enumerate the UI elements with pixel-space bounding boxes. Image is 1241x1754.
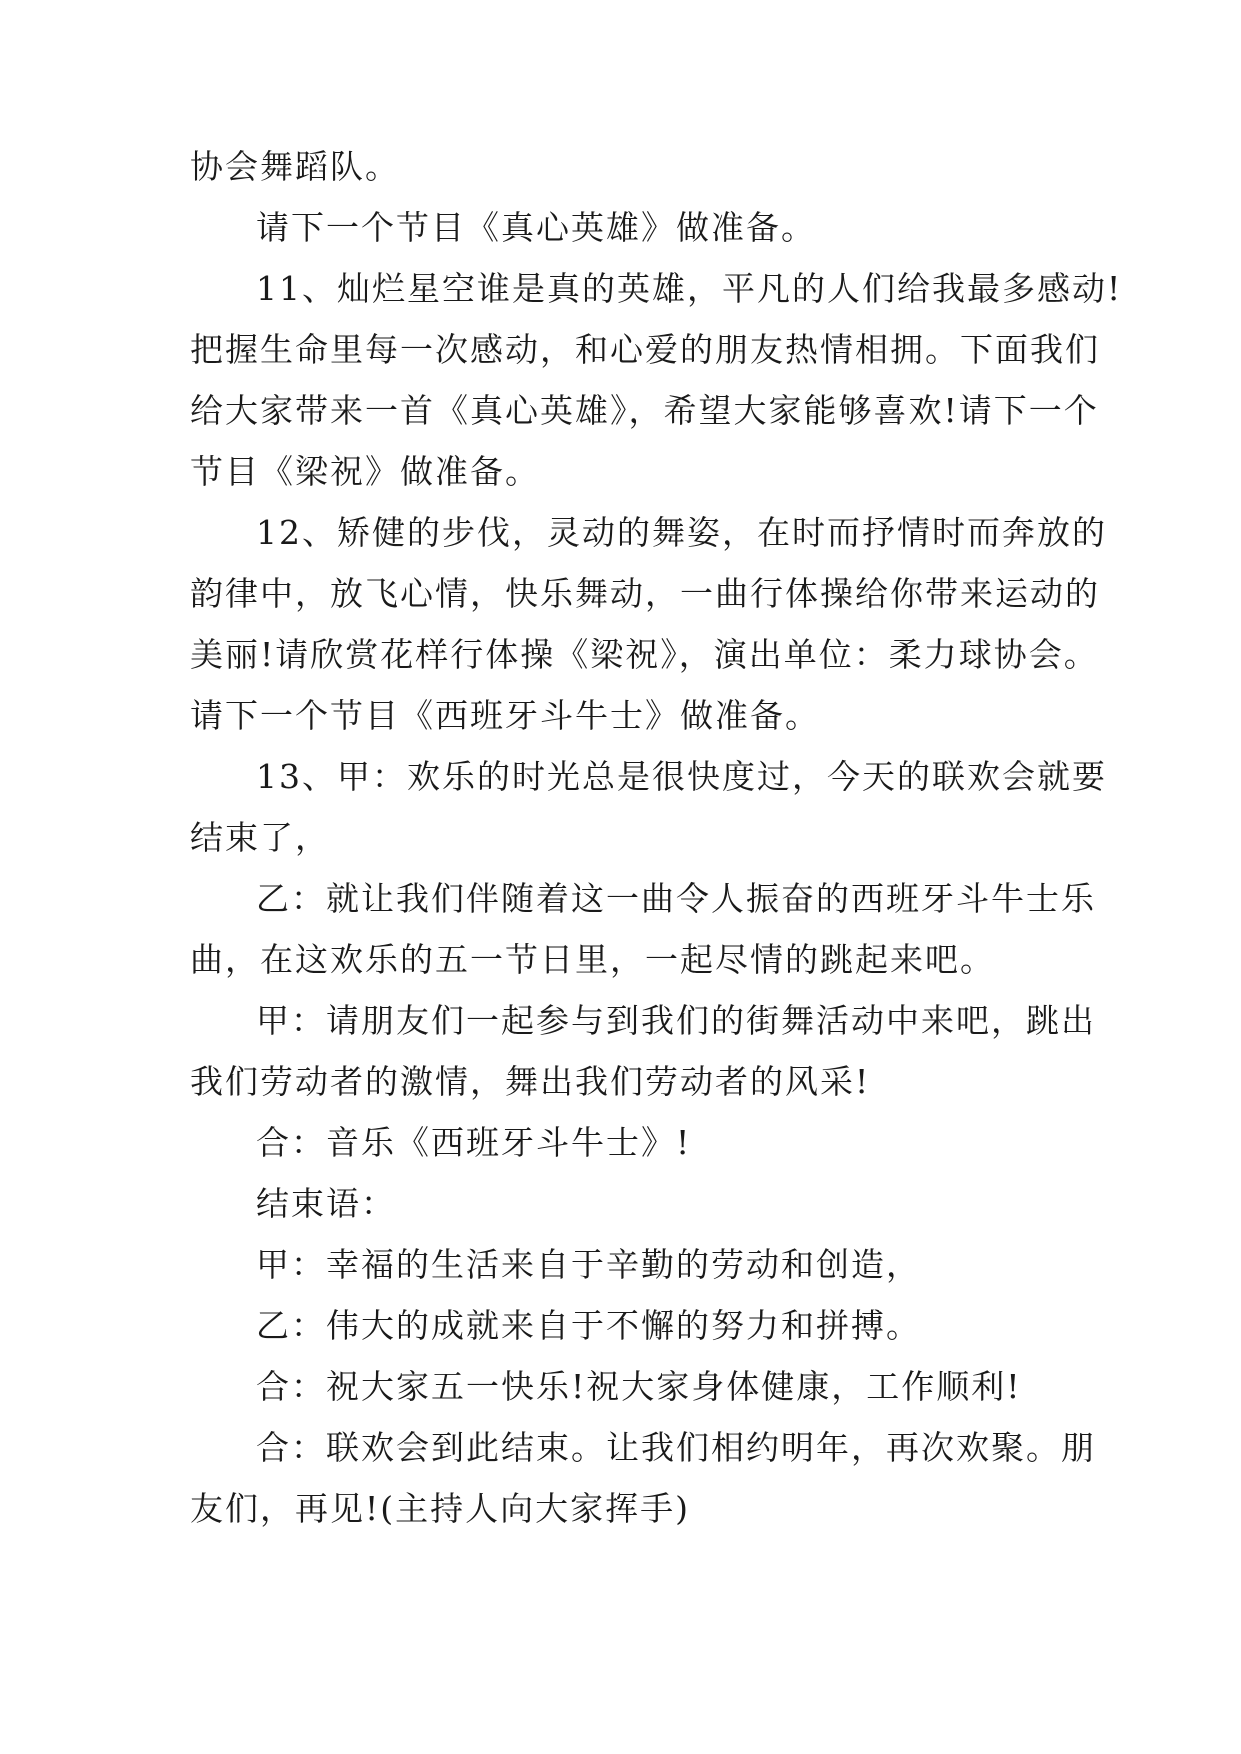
text-line: 合：联欢会到此结束。让我们相约明年，再次欢聚。朋	[256, 1428, 1096, 1467]
text-line: 韵律中，放飞心情，快乐舞动，一曲行体操给你带来运动的	[190, 574, 1100, 613]
text-line: 11、灿烂星空谁是真的英雄，平凡的人们给我最多感动!	[256, 269, 1123, 308]
text-line: 请下一个节目《真心英雄》做准备。	[256, 208, 816, 247]
text-line: 给大家带来一首《真心英雄》，希望大家能够喜欢!请下一个	[190, 391, 1099, 430]
text-line: 结束了，	[190, 818, 330, 857]
text-line: 13、甲：欢乐的时光总是很快度过，今天的联欢会就要	[256, 757, 1107, 796]
text-line: 合：音乐《西班牙斗牛士》!	[256, 1123, 692, 1162]
text-line: 友们，再见!(主持人向大家挥手)	[190, 1489, 691, 1528]
text-line: 曲，在这欢乐的五一节日里，一起尽情的跳起来吧。	[190, 940, 995, 979]
text-line: 美丽!请欣赏花样行体操《梁祝》，演出单位：柔力球协会。	[190, 635, 1099, 674]
text-line: 乙：就让我们伴随着这一曲令人振奋的西班牙斗牛士乐	[256, 879, 1096, 918]
text-line: 协会舞蹈队。	[190, 147, 400, 186]
text-line: 合：祝大家五一快乐!祝大家身体健康，工作顺利!	[256, 1367, 1022, 1406]
text-line: 把握生命里每一次感动，和心爱的朋友热情相拥。下面我们	[190, 330, 1100, 369]
text-line: 12、矫健的步伐，灵动的舞姿，在时而抒情时而奔放的	[256, 513, 1107, 552]
text-line: 甲：幸福的生活来自于辛勤的劳动和创造，	[256, 1245, 921, 1284]
text-line: 节目《梁祝》做准备。	[190, 452, 540, 491]
text-line: 结束语：	[256, 1184, 396, 1223]
text-line: 我们劳动者的激情，舞出我们劳动者的风采!	[190, 1062, 871, 1101]
text-line: 甲：请朋友们一起参与到我们的街舞活动中来吧，跳出	[256, 1001, 1096, 1040]
text-line: 请下一个节目《西班牙斗牛士》做准备。	[190, 696, 820, 735]
text-line: 乙：伟大的成就来自于不懈的努力和拼搏。	[256, 1306, 921, 1345]
